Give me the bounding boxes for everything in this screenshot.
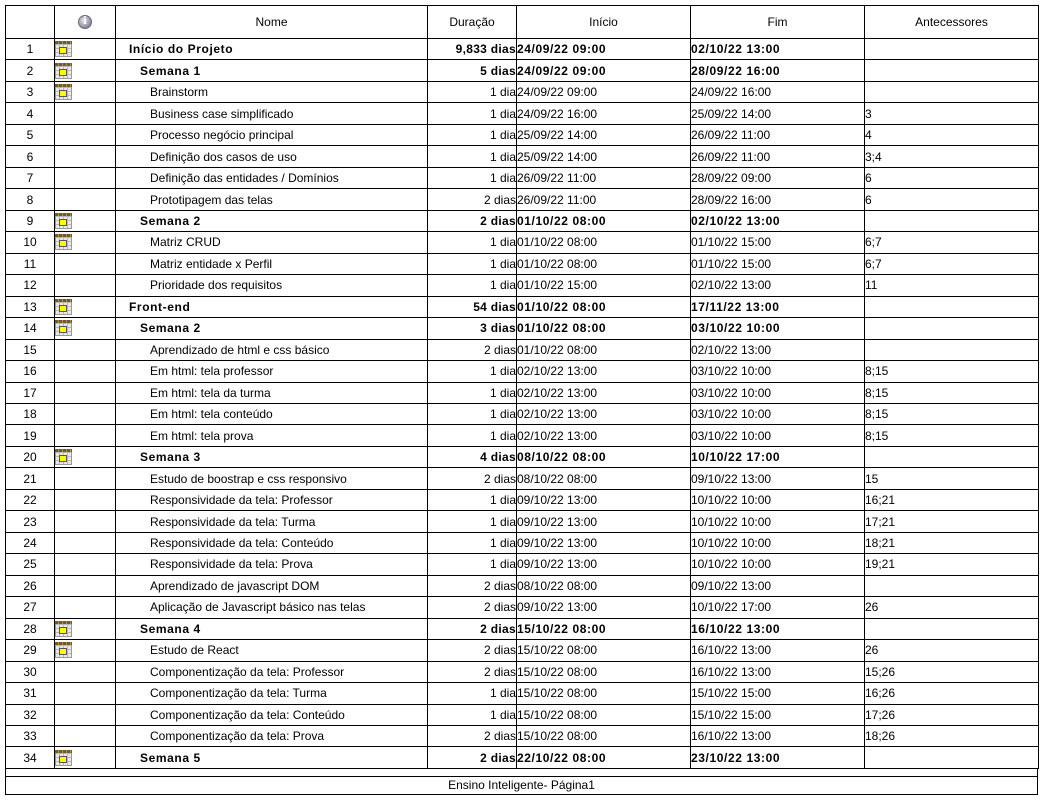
task-predecessors[interactable]: 19;21 [865,554,1039,575]
task-finish[interactable]: 10/10/22 10:00 [691,532,865,553]
task-finish[interactable]: 28/09/22 16:00 [691,189,865,210]
task-duration[interactable]: 3 dias [428,318,517,339]
task-id: 32 [6,704,55,725]
task-indicator [55,361,116,382]
task-indicator [55,296,116,317]
calendar-icon [55,41,72,57]
task-start[interactable]: 02/10/22 13:00 [517,425,691,446]
task-predecessors[interactable]: 3;4 [865,146,1039,167]
task-finish[interactable]: 15/10/22 15:00 [691,704,865,725]
task-name[interactable]: Matriz CRUD [116,232,428,253]
task-finish[interactable]: 24/09/22 16:00 [691,81,865,102]
task-start[interactable]: 09/10/22 13:00 [517,489,691,510]
task-duration[interactable]: 5 dias [428,60,517,81]
task-id: 14 [6,318,55,339]
task-id: 2 [6,60,55,81]
task-row[interactable] [6,275,1039,296]
task-predecessors[interactable]: 6 [865,167,1039,188]
task-indicator [55,597,116,618]
task-name[interactable]: Matriz entidade x Perfil [116,253,428,274]
task-row[interactable] [6,704,1039,725]
task-finish[interactable]: 01/10/22 15:00 [691,253,865,274]
task-duration[interactable]: 2 dias [428,661,517,682]
task-predecessors[interactable] [865,575,1039,596]
task-start[interactable]: 01/10/22 08:00 [517,253,691,274]
task-finish[interactable]: 02/10/22 13:00 [691,339,865,360]
task-name[interactable]: Componentização da tela: Prova [116,726,428,747]
task-name[interactable]: Prototipagem das telas [116,189,428,210]
task-predecessors[interactable]: 17;21 [865,511,1039,532]
task-duration[interactable]: 2 dias [428,726,517,747]
task-finish[interactable]: 03/10/22 10:00 [691,403,865,424]
task-start[interactable]: 09/10/22 13:00 [517,511,691,532]
task-duration[interactable]: 54 dias [428,296,517,317]
task-row[interactable] [6,489,1039,510]
task-start[interactable]: 01/10/22 08:00 [517,339,691,360]
task-id: 17 [6,382,55,403]
task-name[interactable]: Aprendizado de html e css básico [116,339,428,360]
task-start[interactable]: 26/09/22 11:00 [517,189,691,210]
task-start[interactable]: 15/10/22 08:00 [517,661,691,682]
task-duration[interactable]: 1 dia [428,489,517,510]
task-id: 23 [6,511,55,532]
column-header-id[interactable] [6,6,55,39]
task-duration[interactable]: 9,833 dias [428,39,517,60]
task-indicator [55,81,116,102]
task-predecessors[interactable] [865,39,1039,60]
task-name[interactable]: Semana 2 [116,318,428,339]
task-id: 8 [6,189,55,210]
task-row[interactable] [6,146,1039,167]
task-row[interactable] [6,124,1039,145]
task-row[interactable] [6,382,1039,403]
task-duration[interactable]: 2 dias [428,468,517,489]
task-duration[interactable]: 1 dia [428,275,517,296]
task-table [5,5,1039,769]
task-id: 11 [6,253,55,274]
task-row[interactable] [6,747,1039,768]
task-predecessors[interactable] [865,60,1039,81]
task-name[interactable]: Front-end [116,296,428,317]
task-name[interactable]: Em html: tela professor [116,361,428,382]
task-start[interactable]: 01/10/22 08:00 [517,296,691,317]
task-name[interactable]: Business case simplificado [116,103,428,124]
task-list [6,39,1039,769]
task-row[interactable] [6,661,1039,682]
column-header-duration[interactable]: Duração [428,6,517,39]
task-duration[interactable]: 2 dias [428,575,517,596]
task-name[interactable]: Definição dos casos de uso [116,146,428,167]
task-start[interactable]: 15/10/22 08:00 [517,683,691,704]
calendar-icon [55,234,72,250]
calendar-icon [55,63,72,79]
task-predecessors[interactable] [865,446,1039,467]
task-predecessors[interactable] [865,296,1039,317]
task-finish[interactable]: 03/10/22 10:00 [691,318,865,339]
task-start[interactable]: 01/10/22 08:00 [517,318,691,339]
task-row[interactable] [6,618,1039,639]
task-name[interactable]: Semana 1 [116,60,428,81]
task-indicator [55,124,116,145]
task-start[interactable]: 26/09/22 11:00 [517,167,691,188]
task-id: 1 [6,39,55,60]
task-name[interactable]: Estudo de React [116,640,428,661]
task-finish[interactable]: 28/09/22 09:00 [691,167,865,188]
task-duration[interactable]: 2 dias [428,339,517,360]
task-finish[interactable]: 02/10/22 13:00 [691,275,865,296]
task-predecessors[interactable]: 6;7 [865,232,1039,253]
task-row[interactable] [6,210,1039,231]
task-indicator [55,189,116,210]
task-row[interactable] [6,554,1039,575]
column-header-finish[interactable]: Fim [691,6,865,39]
task-duration[interactable]: 2 dias [428,189,517,210]
task-row[interactable] [6,532,1039,553]
task-finish[interactable]: 16/10/22 13:00 [691,640,865,661]
calendar-icon [55,320,72,336]
task-id: 9 [6,210,55,231]
task-duration[interactable]: 1 dia [428,403,517,424]
task-predecessors[interactable] [865,339,1039,360]
task-predecessors[interactable]: 18;21 [865,532,1039,553]
task-predecessors[interactable]: 8;15 [865,403,1039,424]
task-finish[interactable]: 03/10/22 10:00 [691,425,865,446]
task-indicator [55,339,116,360]
task-duration[interactable]: 1 dia [428,103,517,124]
task-indicator [55,704,116,725]
task-predecessors[interactable]: 17;26 [865,704,1039,725]
task-duration[interactable]: 2 dias [428,618,517,639]
task-name[interactable]: Aprendizado de javascript DOM [116,575,428,596]
task-row[interactable] [6,189,1039,210]
task-predecessors[interactable]: 8;15 [865,361,1039,382]
task-id: 21 [6,468,55,489]
task-id: 29 [6,640,55,661]
calendar-icon [55,449,72,465]
task-id: 33 [6,726,55,747]
task-indicator [55,683,116,704]
task-indicator [55,489,116,510]
task-sheet [5,5,1038,769]
task-id: 18 [6,403,55,424]
task-start[interactable]: 24/09/22 09:00 [517,39,691,60]
task-duration[interactable]: 1 dia [428,425,517,446]
task-duration[interactable]: 1 dia [428,167,517,188]
task-duration[interactable]: 1 dia [428,382,517,403]
task-predecessors[interactable]: 18;26 [865,726,1039,747]
task-row[interactable] [6,318,1039,339]
task-name[interactable]: Aplicação de Javascript básico nas telas [116,597,428,618]
task-id: 10 [6,232,55,253]
task-row[interactable] [6,575,1039,596]
task-duration[interactable]: 1 dia [428,146,517,167]
calendar-icon [55,750,72,766]
task-row[interactable] [6,232,1039,253]
task-predecessors[interactable]: 16;21 [865,489,1039,510]
column-header-start[interactable]: Início [517,6,691,39]
task-predecessors[interactable]: 16;26 [865,683,1039,704]
task-predecessors[interactable]: 4 [865,124,1039,145]
task-duration[interactable]: 1 dia [428,554,517,575]
task-row[interactable] [6,39,1039,60]
task-indicator [55,446,116,467]
header-row [6,6,1039,39]
task-predecessors[interactable] [865,747,1039,768]
calendar-icon [55,84,72,100]
task-duration[interactable]: 2 dias [428,747,517,768]
task-finish[interactable]: 02/10/22 13:00 [691,210,865,231]
task-name[interactable]: Definição das entidades / Domínios [116,167,428,188]
task-predecessors[interactable]: 8;15 [865,425,1039,446]
task-indicator [55,554,116,575]
task-row[interactable] [6,468,1039,489]
task-predecessors[interactable]: 26 [865,597,1039,618]
task-finish[interactable]: 10/10/22 10:00 [691,554,865,575]
task-finish[interactable]: 09/10/22 13:00 [691,468,865,489]
task-start[interactable]: 22/10/22 08:00 [517,747,691,768]
task-name[interactable]: Responsividade da tela: Turma [116,511,428,532]
task-id: 19 [6,425,55,446]
task-name[interactable]: Responsividade da tela: Professor [116,489,428,510]
task-indicator [55,640,116,661]
calendar-icon [55,213,72,229]
task-predecessors[interactable]: 15 [865,468,1039,489]
blank-row [5,768,1038,777]
task-indicator [55,403,116,424]
task-predecessors[interactable]: 3 [865,103,1039,124]
task-start[interactable]: 02/10/22 13:00 [517,361,691,382]
task-start[interactable]: 24/09/22 09:00 [517,81,691,102]
task-row[interactable] [6,726,1039,747]
task-start[interactable]: 08/10/22 08:00 [517,575,691,596]
task-duration[interactable]: 1 dia [428,361,517,382]
task-start[interactable]: 01/10/22 15:00 [517,275,691,296]
task-finish[interactable]: 01/10/22 15:00 [691,232,865,253]
task-name[interactable]: Responsividade da tela: Prova [116,554,428,575]
column-header-name[interactable]: Nome [116,6,428,39]
task-indicator [55,661,116,682]
task-duration[interactable]: 1 dia [428,253,517,274]
task-name[interactable]: Semana 2 [116,210,428,231]
task-start[interactable]: 09/10/22 13:00 [517,554,691,575]
task-row[interactable] [6,81,1039,102]
task-finish[interactable]: 02/10/22 13:00 [691,39,865,60]
task-id: 27 [6,597,55,618]
task-row[interactable] [6,103,1039,124]
task-indicator [55,167,116,188]
task-id: 30 [6,661,55,682]
info-icon [78,15,92,29]
task-id: 25 [6,554,55,575]
task-indicator [55,318,116,339]
task-name[interactable]: Brainstorm [116,81,428,102]
task-finish[interactable]: 15/10/22 15:00 [691,683,865,704]
task-row[interactable] [6,403,1039,424]
task-indicator [55,511,116,532]
task-id: 13 [6,296,55,317]
task-start[interactable]: 24/09/22 16:00 [517,103,691,124]
task-finish[interactable]: 10/10/22 10:00 [691,489,865,510]
task-name[interactable]: Semana 3 [116,446,428,467]
task-finish[interactable]: 16/10/22 13:00 [691,618,865,639]
task-indicator [55,253,116,274]
task-id: 5 [6,124,55,145]
task-start[interactable]: 09/10/22 13:00 [517,532,691,553]
task-start[interactable]: 25/09/22 14:00 [517,124,691,145]
task-indicator [55,575,116,596]
task-id: 22 [6,489,55,510]
task-name[interactable]: Estudo de boostrap e css responsivo [116,468,428,489]
task-row[interactable] [6,683,1039,704]
task-indicator [55,726,116,747]
task-indicator [55,210,116,231]
column-header-indicators[interactable] [55,6,116,39]
task-finish[interactable]: 25/09/22 14:00 [691,103,865,124]
task-predecessors[interactable]: 26 [865,640,1039,661]
task-start[interactable]: 15/10/22 08:00 [517,726,691,747]
task-name[interactable]: Processo negócio principal [116,124,428,145]
task-indicator [55,39,116,60]
task-row[interactable] [6,511,1039,532]
task-finish[interactable]: 10/10/22 10:00 [691,511,865,532]
task-id: 16 [6,361,55,382]
task-indicator [55,103,116,124]
task-name[interactable]: Semana 5 [116,747,428,768]
task-finish[interactable]: 09/10/22 13:00 [691,575,865,596]
task-start[interactable]: 15/10/22 08:00 [517,640,691,661]
task-duration[interactable]: 2 dias [428,640,517,661]
task-start[interactable]: 25/09/22 14:00 [517,146,691,167]
task-predecessors[interactable] [865,210,1039,231]
task-row[interactable] [6,425,1039,446]
task-predecessors[interactable]: 8;15 [865,382,1039,403]
task-name[interactable]: Em html: tela conteúdo [116,403,428,424]
task-start[interactable]: 24/09/22 09:00 [517,60,691,81]
task-predecessors[interactable] [865,318,1039,339]
task-id: 7 [6,167,55,188]
column-header-predecessors[interactable]: Antecessores [865,6,1039,39]
task-start[interactable]: 02/10/22 13:00 [517,403,691,424]
task-start[interactable]: 15/10/22 08:00 [517,704,691,725]
task-id: 3 [6,81,55,102]
task-finish[interactable]: 26/09/22 11:00 [691,124,865,145]
task-start[interactable]: 08/10/22 08:00 [517,468,691,489]
task-duration[interactable]: 4 dias [428,446,517,467]
task-name[interactable]: Em html: tela prova [116,425,428,446]
task-start[interactable]: 08/10/22 08:00 [517,446,691,467]
task-indicator [55,747,116,768]
task-name[interactable]: Início do Projeto [116,39,428,60]
task-id: 34 [6,747,55,768]
task-row[interactable] [6,60,1039,81]
task-row[interactable] [6,640,1039,661]
task-id: 15 [6,339,55,360]
task-row[interactable] [6,361,1039,382]
task-finish[interactable]: 03/10/22 10:00 [691,382,865,403]
task-id: 31 [6,683,55,704]
task-finish[interactable]: 17/11/22 13:00 [691,296,865,317]
task-predecessors[interactable]: 6 [865,189,1039,210]
task-predecessors[interactable]: 11 [865,275,1039,296]
task-indicator [55,382,116,403]
task-row[interactable] [6,446,1039,467]
task-name[interactable]: Em html: tela da turma [116,382,428,403]
page-footer: Ensino Inteligente- Página1 [5,777,1038,795]
task-name[interactable]: Responsividade da tela: Conteúdo [116,532,428,553]
task-row[interactable] [6,253,1039,274]
task-duration[interactable]: 1 dia [428,124,517,145]
task-indicator [55,232,116,253]
task-predecessors[interactable] [865,618,1039,639]
task-indicator [55,618,116,639]
task-finish[interactable]: 28/09/22 16:00 [691,60,865,81]
task-duration[interactable]: 1 dia [428,81,517,102]
calendar-icon [55,299,72,315]
task-id: 28 [6,618,55,639]
task-name[interactable]: Componentização da tela: Turma [116,683,428,704]
task-predecessors[interactable]: 6;7 [865,253,1039,274]
task-row[interactable] [6,339,1039,360]
task-finish[interactable]: 10/10/22 17:00 [691,446,865,467]
task-id: 24 [6,532,55,553]
task-start[interactable]: 15/10/22 08:00 [517,618,691,639]
task-finish[interactable]: 10/10/22 17:00 [691,597,865,618]
task-row[interactable] [6,167,1039,188]
task-duration[interactable]: 2 dias [428,597,517,618]
task-indicator [55,468,116,489]
task-name[interactable]: Componentização da tela: Conteúdo [116,704,428,725]
task-indicator [55,532,116,553]
task-finish[interactable]: 26/09/22 11:00 [691,146,865,167]
task-indicator [55,425,116,446]
task-start[interactable]: 01/10/22 08:00 [517,210,691,231]
calendar-icon [55,642,72,658]
task-name[interactable]: Semana 4 [116,618,428,639]
task-duration[interactable]: 2 dias [428,210,517,231]
task-finish[interactable]: 16/10/22 13:00 [691,661,865,682]
task-finish[interactable]: 16/10/22 13:00 [691,726,865,747]
task-id: 26 [6,575,55,596]
calendar-icon [55,621,72,637]
task-predecessors[interactable] [865,81,1039,102]
task-row[interactable] [6,296,1039,317]
task-start[interactable]: 09/10/22 13:00 [517,597,691,618]
task-indicator [55,275,116,296]
task-id: 20 [6,446,55,467]
task-finish[interactable]: 03/10/22 10:00 [691,361,865,382]
task-duration[interactable]: 1 dia [428,232,517,253]
task-duration[interactable]: 1 dia [428,532,517,553]
task-row[interactable] [6,597,1039,618]
task-indicator [55,60,116,81]
task-finish[interactable]: 23/10/22 13:00 [691,747,865,768]
task-id: 4 [6,103,55,124]
task-indicator [55,146,116,167]
task-id: 6 [6,146,55,167]
task-id: 12 [6,275,55,296]
task-duration[interactable]: 1 dia [428,704,517,725]
task-duration[interactable]: 1 dia [428,683,517,704]
task-duration[interactable]: 1 dia [428,511,517,532]
task-start[interactable]: 02/10/22 13:00 [517,382,691,403]
task-start[interactable]: 01/10/22 08:00 [517,232,691,253]
task-predecessors[interactable]: 15;26 [865,661,1039,682]
task-name[interactable]: Componentização da tela: Professor [116,661,428,682]
task-name[interactable]: Prioridade dos requisitos [116,275,428,296]
